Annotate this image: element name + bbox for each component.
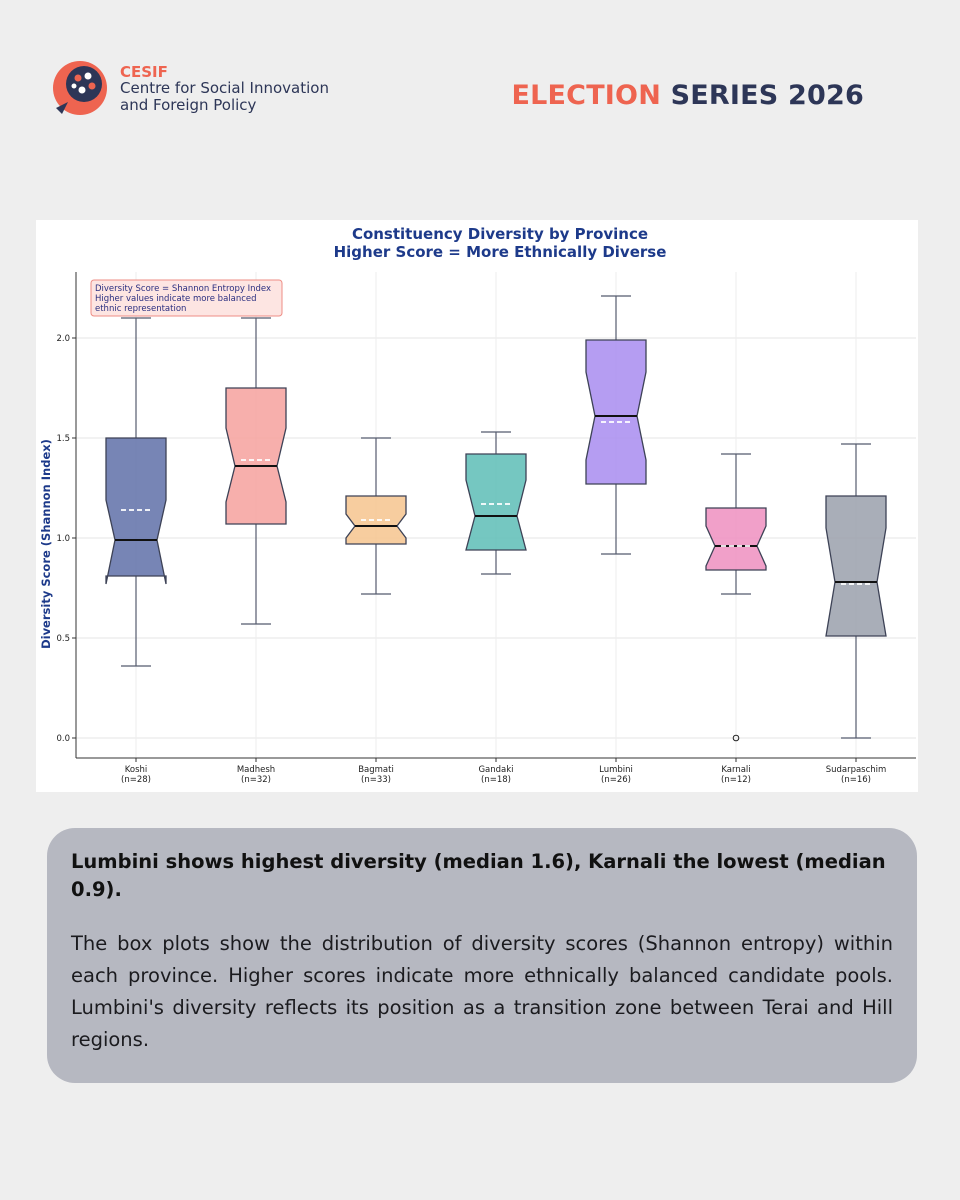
y-tick-label: 1.5 <box>56 434 70 444</box>
x-tick-label: Gandaki <box>478 765 514 775</box>
chart-title: Constituency Diversity by Province <box>351 225 649 243</box>
annotation-line-2: Higher values indicate more balanced <box>95 294 257 304</box>
x-tick-label: Koshi <box>124 765 148 775</box>
series-title <box>511 80 864 111</box>
cesif-logo <box>48 56 112 120</box>
y-axis-label: Diversity Score (Shannon Index) <box>39 439 53 649</box>
y-tick-label: 2.0 <box>56 334 70 344</box>
x-tick-count-label: (n=18) <box>481 775 511 785</box>
brand-abbreviation: CESIF <box>120 63 168 81</box>
annotation-line-1: Diversity Score = Shannon Entropy Index <box>95 284 272 294</box>
series-title-accent: ELECTION <box>511 80 662 111</box>
x-tick-count-label: (n=12) <box>721 775 751 785</box>
box-gandaki <box>466 454 526 550</box>
box-lumbini <box>586 340 646 484</box>
x-tick-count-label: (n=33) <box>361 775 391 785</box>
brand-name-line-2: and Foreign Policy <box>120 96 257 114</box>
x-tick-label: Bagmati <box>358 765 394 775</box>
box-sudarpaschim <box>826 496 886 636</box>
x-tick-label: Sudarpaschim <box>825 765 887 775</box>
box-koshi <box>106 438 166 584</box>
annotation-line-3: ethnic representation <box>95 304 187 314</box>
caption-headline: Lumbini shows highest diversity (median 1.6), Karnali the lowest (median 0.9). <box>71 850 886 901</box>
brand-name-line-1: Centre for Social Innovation <box>120 79 329 97</box>
chart-subtitle: Higher Score = More Ethnically Diverse <box>333 243 667 261</box>
y-tick-label: 0.5 <box>56 634 70 644</box>
x-tick-label: Madhesh <box>236 765 276 775</box>
x-tick-count-label: (n=26) <box>601 775 631 785</box>
box-bagmati <box>346 496 406 544</box>
box-madhesh <box>226 388 286 524</box>
y-tick-label: 1.0 <box>56 534 70 544</box>
box-plot-chart <box>36 220 918 792</box>
x-tick-count-label: (n=16) <box>841 775 871 785</box>
caption-box <box>47 828 917 1083</box>
x-tick-count-label: (n=32) <box>241 775 271 785</box>
annotation-box <box>91 280 282 316</box>
x-tick-label: Lumbini <box>599 765 633 775</box>
series-title-rest: SERIES 2026 <box>670 80 864 111</box>
caption-body: The box plots show the distribution of diversity scores (Shannon entropy) within each province. Higher scores indicate more ethnically balanced candidate pools. Lumbini's diversity reflects its position as a transition zone between Terai and Hill regions. <box>71 932 893 1051</box>
chart-card <box>36 220 918 792</box>
x-tick-label: Karnali <box>721 765 751 775</box>
x-tick-count-label: (n=28) <box>121 775 151 785</box>
brand-block <box>120 64 329 114</box>
box-karnali <box>706 508 766 570</box>
y-tick-label: 0.0 <box>56 734 70 744</box>
